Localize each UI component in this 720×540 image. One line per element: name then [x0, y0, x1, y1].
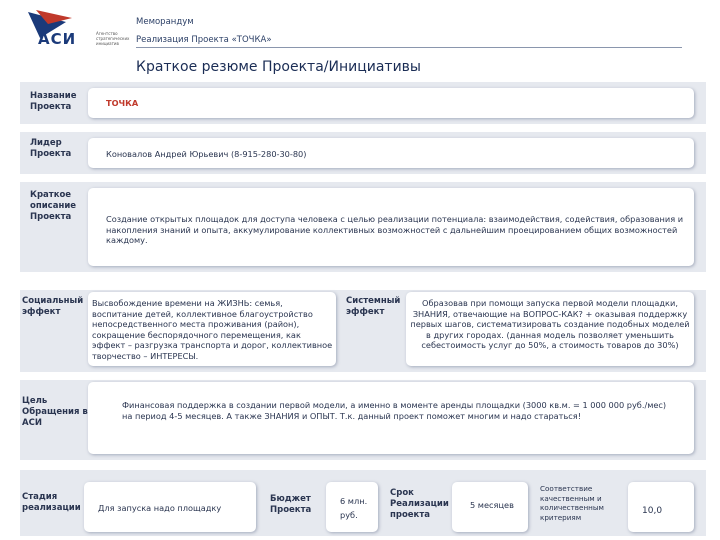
project-name-box — [88, 88, 694, 118]
logo-text: АСИ — [38, 30, 77, 48]
term-label: Срок Реализации проекта — [390, 488, 449, 520]
memo-label: Меморандум — [136, 17, 194, 27]
header-divider — [136, 47, 682, 48]
criteria-value: 10,0 — [642, 506, 663, 516]
goal-label: Цель Обращения в АСИ — [22, 396, 88, 428]
budget-label: Бюджет Проекта — [270, 494, 312, 515]
project-name-label: Название Проекта — [30, 91, 77, 112]
social-effect-label: Социальный эффект — [22, 296, 84, 317]
description-value: Создание открытых площадок для доступа человека с целью реализации потенциала: взаимодействия, содействия, образования и накопления знаний и опыта, аккумулирование коллективных возможностей с дальнейшим проецированием общих возможностей каждому. — [106, 214, 684, 245]
social-effect-value: Высвобождение времени на ЖИЗНЬ: семья, воспитание детей, коллективное благоустройство непосредственного места проживания (район), сокращение беспорядочного перемещения, как эффект – разгрузка транспорта и дорог, коллективное творчество – ИНТЕРЕСЫ. — [92, 298, 333, 361]
term-value: 5 месяцев — [470, 500, 514, 510]
memo-subject: Реализация Проекта «ТОЧКА» — [136, 35, 272, 45]
budget-value: 6 млн. руб. — [340, 496, 368, 520]
leader-value: Коновалов Андрей Юрьевич (8-915-280-30-80) — [106, 149, 307, 159]
project-name-value: ТОЧКА — [106, 98, 139, 108]
page-title: Краткое резюме Проекта/Инициативы — [136, 59, 421, 75]
stage-value: Для запуска надо площадку — [98, 503, 222, 513]
stage-label: Стадия реализации — [22, 492, 81, 513]
system-effect-label: Системный эффект — [346, 296, 401, 317]
description-label: Краткое описание Проекта — [30, 190, 77, 222]
leader-label: Лидер Проекта — [30, 138, 72, 159]
criteria-label: Соответствие качественным и количественным критериям — [540, 484, 604, 522]
system-effect-value: Образовав при помощи запуска первой модели площадки, ЗНАНИЯ, отвечающие на ВОПРОС-КАК? + оказывая поддержку первых шагов, систематизировать создание подобных моделей в других городах. (данная модель позволяет уменьшить себестоимость услуг до 50%, а стоимость товаров до 30%) — [410, 298, 690, 350]
goal-value: Финансовая поддержка в создании первой модели, а именно в моменте аренды площадки (3000 кв.м. = 1 000 000 руб./мес) на период 4-5 месяцев. А также ЗНАНИЯ и ОПЫТ. Т.к. данный проект поможет многим и надо стараться! — [122, 400, 667, 421]
logo-subtitle: Агентство стратегических инициатив — [96, 31, 130, 46]
